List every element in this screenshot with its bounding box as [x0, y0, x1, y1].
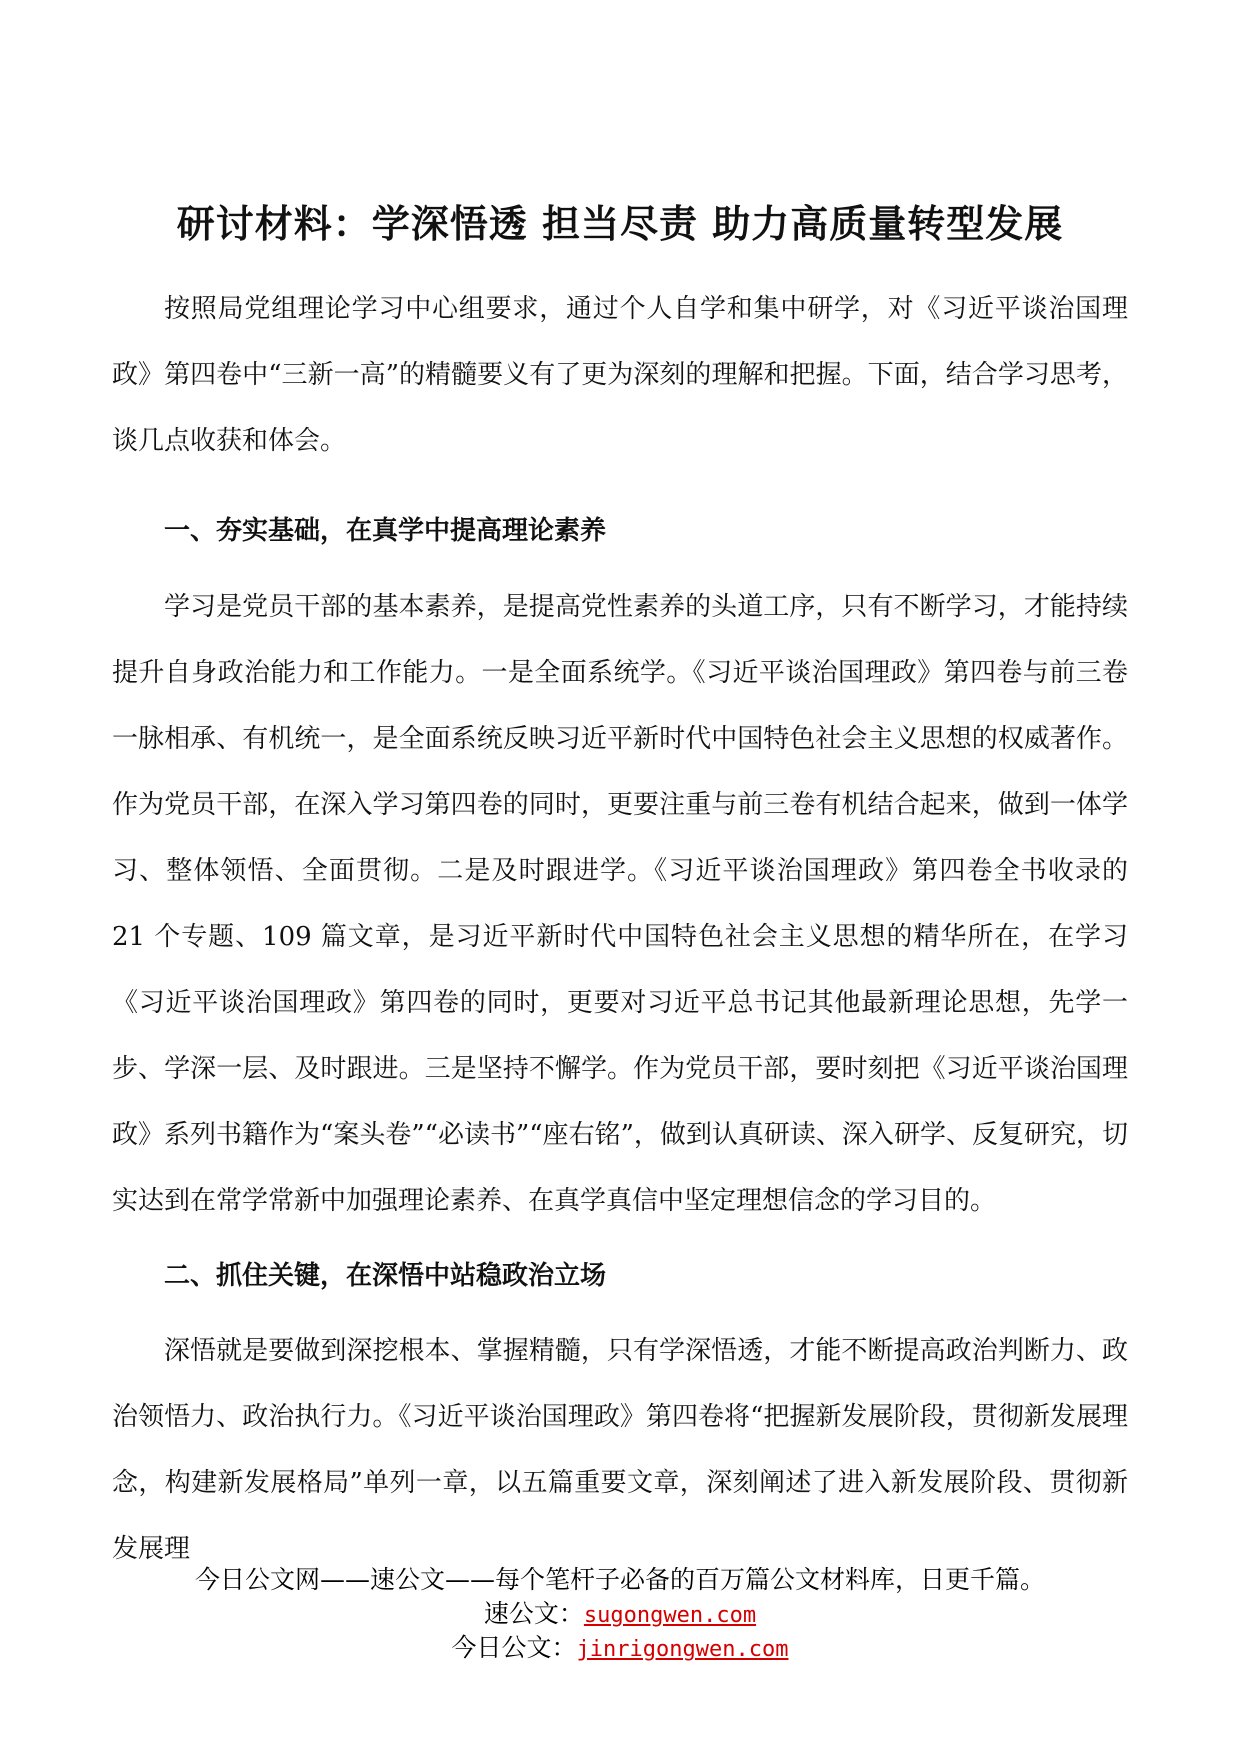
- page-title: 研讨材料：学深悟透 担当尽责 助力高质量转型发展: [176, 202, 1064, 246]
- footer-label-1: 速公文：: [483, 1599, 584, 1628]
- footer-label-2: 今日公文：: [451, 1633, 577, 1662]
- section-paragraph-2: 深悟就是要做到深挖根本、掌握精髓，只有学深悟透，才能不断提高政治判断力、政治领悟力、政治执行力。《习近平谈治国理政》第四卷将“把握新发展阶段，贯彻新发展理念，构建新发展格局”单列一章，以五篇重要文章，深刻阐述了进入新发展阶段、贯彻新发展理: [112, 1336, 1128, 1564]
- footer-tagline: 今日公文网——速公文——每个笔杆子必备的百万篇公文材料库，日更千篇。: [194, 1565, 1045, 1594]
- intro-paragraph: 按照局党组理论学习中心组要求，通过个人自学和集中研学，对《习近平谈治国理政》第四卷中“三新一高”的精髓要义有了更为深刻的理解和把握。下面，结合学习思考，谈几点收获和体会。: [112, 294, 1128, 456]
- footer-link-row-1: [0, 1594, 1240, 1630]
- section-heading-1: 一、夯实基础，在真学中提高理论素养: [164, 516, 607, 546]
- jinrigongwen-link[interactable]: jinrigongwen.com: [576, 1637, 789, 1662]
- section-paragraph-1: 学习是党员干部的基本素养，是提高党性素养的头道工序，只有不断学习，才能持续提升自身政治能力和工作能力。一是全面系统学。《习近平谈治国理政》第四卷与前三卷一脉相承、有机统一，是全面系统反映习近平新时代中国特色社会主义思想的权威著作。作为党员干部，在深入学习第四卷的同时，更要注重与前三卷有机结合起来，做到一体学习、整体领悟、全面贯彻。二是及时跟进学。《习近平谈治国理政》第四卷全书收录的 21 个专题、109 篇文章，是习近平新时代中国特色社会主义思想的精华所在，在学习《习近平谈治国理政》第四卷的同时，更要对习近平总书记其他最新理论思想，先学一步、学深一层、及时跟进。三是坚持不懈学。作为党员干部，要时刻把《习近平谈治国理政》系列书籍作为“案头卷”“必读书”“座右铭”，做到认真研读、深入研学、反复研究，切实达到在常学常新中加强理论素养、在真学真信中坚定理想信念的学习目的。: [112, 592, 1128, 1216]
- section-heading-2: 二、抓住关键，在深悟中站稳政治立场: [164, 1261, 607, 1291]
- footer-link-row-2: [0, 1628, 1240, 1664]
- sugongwen-link[interactable]: sugongwen.com: [583, 1603, 757, 1628]
